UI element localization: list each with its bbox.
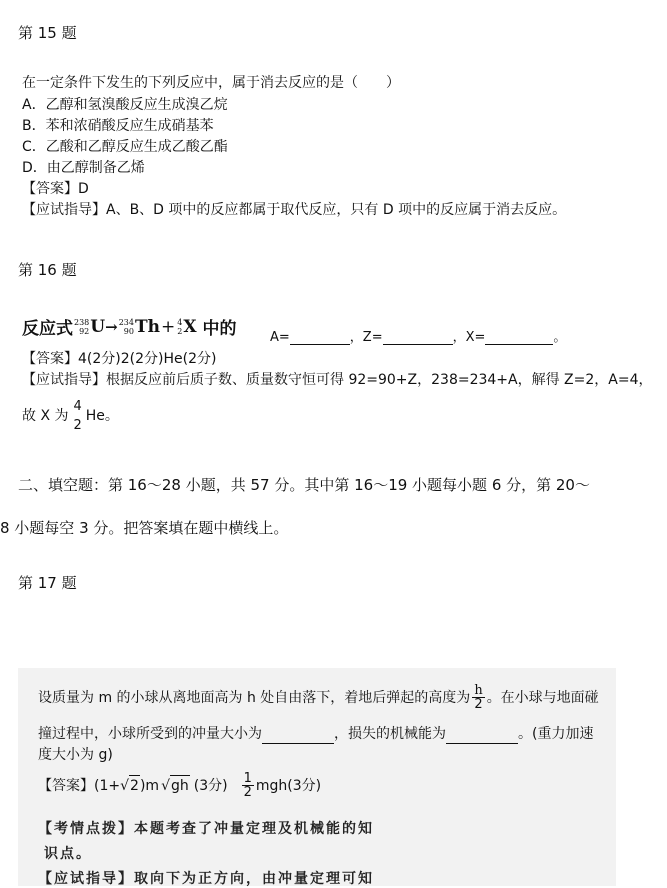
u-mass-number: 238 [74,317,90,327]
q16-conclusion-prefix: 故 X 为 [22,408,69,424]
q17-point: 【考情点拨】本题考查了冲量定理及机械能的知 [38,821,374,837]
he-nuclide-numbers [72,400,84,432]
x-blank[interactable] [485,332,553,345]
section2-line1: 二、填空题：第 16～28 小题，共 57 分。其中第 16～19 小题每小题 6 分，第 20～ [18,476,590,494]
q17-stem1-text: 设质量为 m 的小球从离地面高为 h 处自由落下，着地后弹起的高度为 [38,689,471,706]
u-nuclide-numbers [74,318,89,336]
u-atomic-number: 92 [79,326,90,336]
q17-title: 第 17 题 [18,574,77,592]
q16-conclusion [22,400,119,432]
q17-stem2-mid: ，损失的机械能为 [334,726,446,742]
answer-root-2: gh [170,775,190,796]
answer-prefix: 【答案】(1+ [38,777,121,794]
q17-stem2-tail: 。(重力加速 [518,726,594,742]
z-blank[interactable] [383,332,453,345]
q15-answer: 【答案】D [22,181,89,197]
answer-score: (3分) [193,777,228,794]
u-symbol: U [90,316,106,337]
q16-guide: 【应试指导】根据反应前后质子数、质量数守恒可得 92=90+Z，238=234+A，解得 Z=2，A=4， [22,372,653,388]
sqrt-icon-2: √ [161,777,170,794]
x-atomic-number: 2 [177,326,183,336]
section2-line2: 8 小题每空 3 分。把答案填在题中横线上。 [0,519,289,537]
answer-mid: )m [139,777,160,794]
reaction-arrow: → [105,317,118,336]
q17-answer [38,772,321,799]
q16-end-mark: 。 [553,330,567,345]
q17-stem-line1 [38,684,599,711]
h-over-2-fraction [472,684,484,711]
q17-stem-line2 [38,724,593,744]
answer-root: 2 [129,775,140,796]
q16-eq-suffix: 中的 [202,319,237,339]
sqrt-icon: √ [120,777,130,794]
q16-blanks [270,326,566,345]
q15-guide: 【应试指导】A、B、D 项中的反应都属于取代反应，只有 D 项中的反应属于消去反应。 [22,202,567,218]
q17-stem1-tail: 。在小球与地面碰 [486,689,599,706]
a-label: A= [270,330,290,345]
q15-stem: 在一定条件下发生的下列反应中，属于消去反应的是（ ） [22,75,400,91]
fraction-denominator: 2 [474,697,483,712]
q15-option-c: C．乙酸和乙醇反应生成乙酸乙酯 [22,139,228,155]
th-symbol: Th [134,316,160,337]
q16-answer: 【答案】4(2分)2(2分)He(2分) [22,351,217,367]
q17-stem-line3: 度大小为 g) [38,747,113,763]
q15-option-b: B．苯和浓硝酸反应生成硝基苯 [22,118,214,134]
q15-option-a: A．乙醇和氢溴酸反应生成溴乙烷 [22,97,228,113]
x-mass-number: 4 [177,317,183,327]
x-nuclide-numbers [177,318,182,336]
energy-blank[interactable] [446,731,518,744]
th-nuclide-numbers [119,318,134,336]
half-fraction [242,772,254,799]
q16-eq-prefix: 反应式 [22,319,73,339]
fraction-numerator: h [474,683,483,698]
impulse-blank[interactable] [262,731,334,744]
q17-point-cont: 识点。 [44,846,92,862]
q17-stem2-text: 撞过程中，小球所受到的冲量大小为 [38,726,262,742]
half-denominator: 2 [243,785,252,800]
he-mass-number: 4 [73,399,82,414]
q16-conclusion-suffix: He。 [85,408,119,424]
q16-equation [22,314,237,339]
x-symbol: X [183,316,197,337]
z-label: ，Z= [349,330,383,345]
half-numerator: 1 [243,771,252,786]
a-blank[interactable] [290,332,350,345]
answer2-text: mgh(3分) [255,777,322,794]
q15-option-d: D．由乙醇制备乙烯 [22,160,145,176]
q17-guide: 【应试指导】取向下为正方向，由冲量定理可知 [38,871,374,887]
th-atomic-number: 90 [123,326,134,336]
plus-sign: + [160,316,176,337]
q15-title: 第 15 题 [18,24,77,42]
he-atomic-number: 2 [73,418,82,433]
x-label: ，X= [452,330,486,345]
th-mass-number: 234 [118,317,134,327]
q16-title: 第 16 题 [18,261,77,279]
